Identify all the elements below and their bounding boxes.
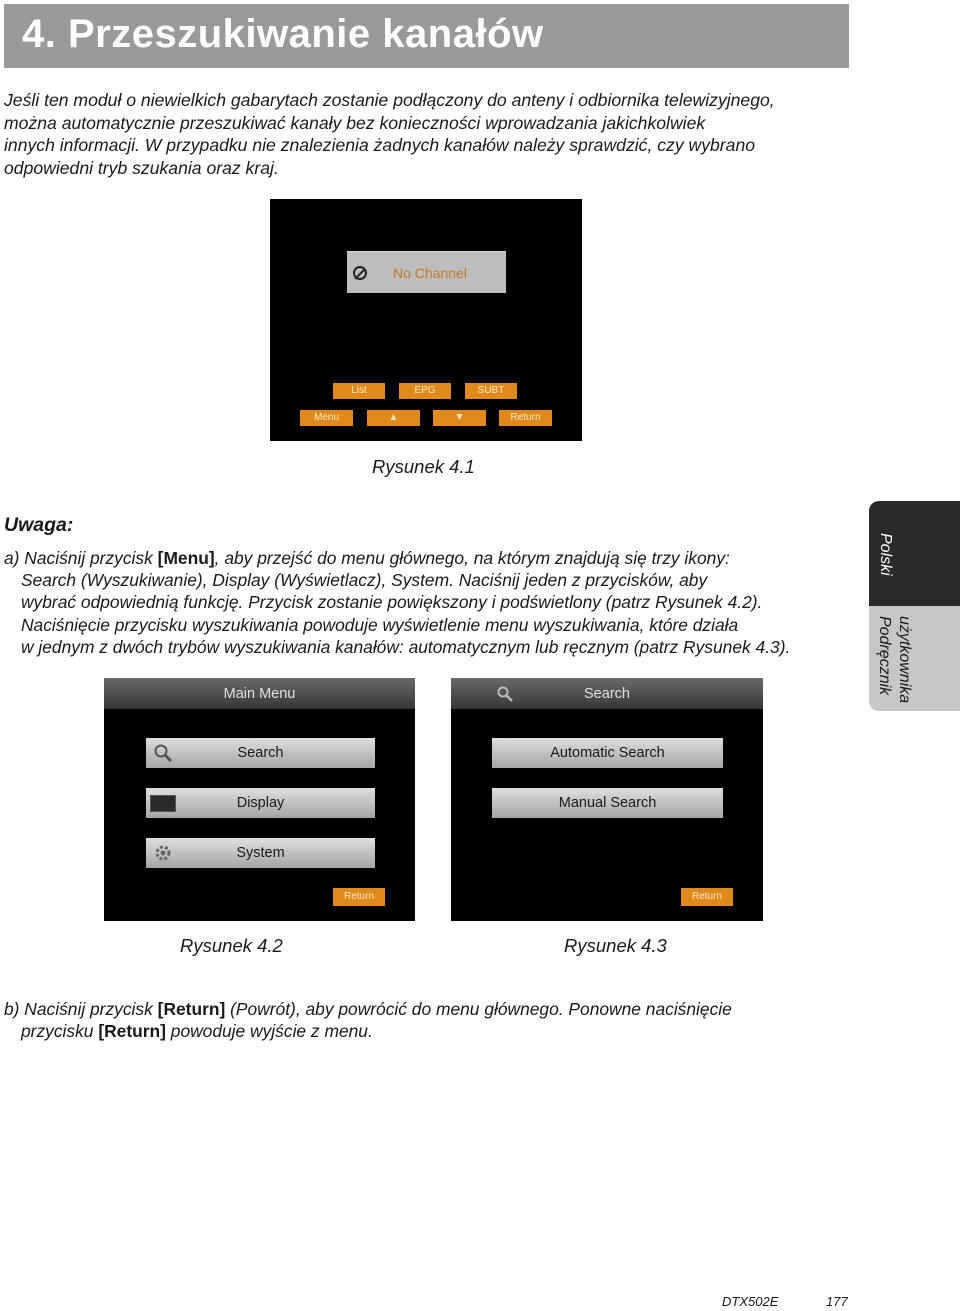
note-b-text: b) Naciśnij przycisk <box>4 999 158 1019</box>
main-menu-header <box>104 678 415 709</box>
no-channel-dialog <box>347 251 506 293</box>
return-button: Return <box>499 410 552 426</box>
note-b-line <box>4 1020 732 1042</box>
system-menu-item <box>146 838 375 868</box>
display-menu-item <box>146 788 375 818</box>
language-label: Polski <box>877 533 894 576</box>
footer-model: DTX502E <box>722 1294 779 1309</box>
return-key-label: [Return] <box>157 999 226 1019</box>
note-a-text: , aby przejść do menu głównego, na którym znajdują się trzy ikony: <box>214 548 730 568</box>
search-label: Search <box>237 745 284 761</box>
intro-line: Jeśli ten moduł o niewielkich gabarytach zostanie podłączony do anteny i odbiornika telewizyjnego, <box>4 90 775 110</box>
manual-search-item <box>492 788 723 818</box>
section-side-tab <box>869 606 960 711</box>
subt-button: SUBT <box>465 383 517 399</box>
return-button: Return <box>681 888 733 906</box>
down-button: ▼ <box>433 410 486 426</box>
up-button: ▲ <box>367 410 420 426</box>
menu-key-label: [Menu] <box>157 548 215 568</box>
note-a-line: wybrać odpowiednią funkcję. Przycisk zostanie powiększony i podświetlony (patrz Rysunek 4.2). <box>21 592 763 613</box>
section-label-line2: użytkownika <box>896 616 913 704</box>
note-b-text: powoduje wyjście z menu. <box>165 1021 373 1042</box>
intro-paragraph <box>4 89 854 179</box>
automatic-search-label: Automatic Search <box>550 745 665 761</box>
section-title: 4. Przeszukiwanie kanałów <box>22 12 544 56</box>
prohibited-icon <box>353 266 367 280</box>
section-header-bar <box>4 4 849 68</box>
return-key-label: [Return] <box>98 1021 166 1042</box>
note-heading: Uwaga: <box>4 514 74 536</box>
intro-line: innych informacji. W przypadku nie znalezienia żadnych kanałów należy sprawdzić, czy wybrano <box>4 135 756 155</box>
figure-4-3-screen <box>451 678 763 921</box>
figure-4-1-screen <box>270 199 582 441</box>
figure-4-2-caption: Rysunek 4.2 <box>180 935 283 956</box>
automatic-search-item <box>492 738 723 768</box>
note-a-line: Search (Wyszukiwanie), Display (Wyświetlacz), System. Naciśnij jeden z przycisków, aby <box>21 570 708 591</box>
figure-4-1-caption: Rysunek 4.1 <box>372 456 475 477</box>
return-button: Return <box>333 888 385 906</box>
menu-button: Menu <box>300 410 353 426</box>
list-button: List <box>333 383 385 399</box>
figure-4-3-caption: Rysunek 4.3 <box>564 935 667 956</box>
system-label: System <box>236 845 285 861</box>
epg-button: EPG <box>399 383 451 399</box>
search-menu-header <box>451 678 763 709</box>
main-menu-title: Main Menu <box>223 686 296 702</box>
note-b-line <box>4 998 732 1020</box>
note-a-line: w jednym z dwóch trybów wyszukiwania kanałów: automatycznym lub ręcznym (patrz Rysunek 4.3). <box>21 636 791 657</box>
manual-search-label: Manual Search <box>558 795 657 811</box>
search-menu-title: Search <box>584 686 630 702</box>
note-a-paragraph <box>4 547 790 658</box>
language-side-tab <box>869 501 960 606</box>
display-label: Display <box>236 795 285 811</box>
note-a-text: a) Naciśnij przycisk <box>4 548 158 568</box>
intro-line: można automatycznie przeszukiwać kanały bez konieczności wprowadzania jakichkolwiek <box>4 112 706 133</box>
note-a-line: Naciśnięcie przycisku wyszukiwania powoduje wyświetlenie menu wyszukiwania, które działa <box>21 614 739 635</box>
note-b-paragraph <box>4 998 732 1042</box>
note-b-text: przycisku <box>21 1021 99 1042</box>
note-a-line <box>4 547 790 569</box>
intro-line: odpowiedni tryb szukania oraz kraj. <box>4 157 279 178</box>
search-menu-item <box>146 738 375 768</box>
figure-4-2-screen <box>104 678 415 921</box>
page-number: 177 <box>826 1294 848 1309</box>
no-channel-message: No Channel <box>393 265 467 281</box>
section-label-line1: Podręcznik <box>876 616 893 696</box>
note-b-text: (Powrót), aby powrócić do menu głównego. Ponowne naciśnięcie <box>225 999 732 1019</box>
